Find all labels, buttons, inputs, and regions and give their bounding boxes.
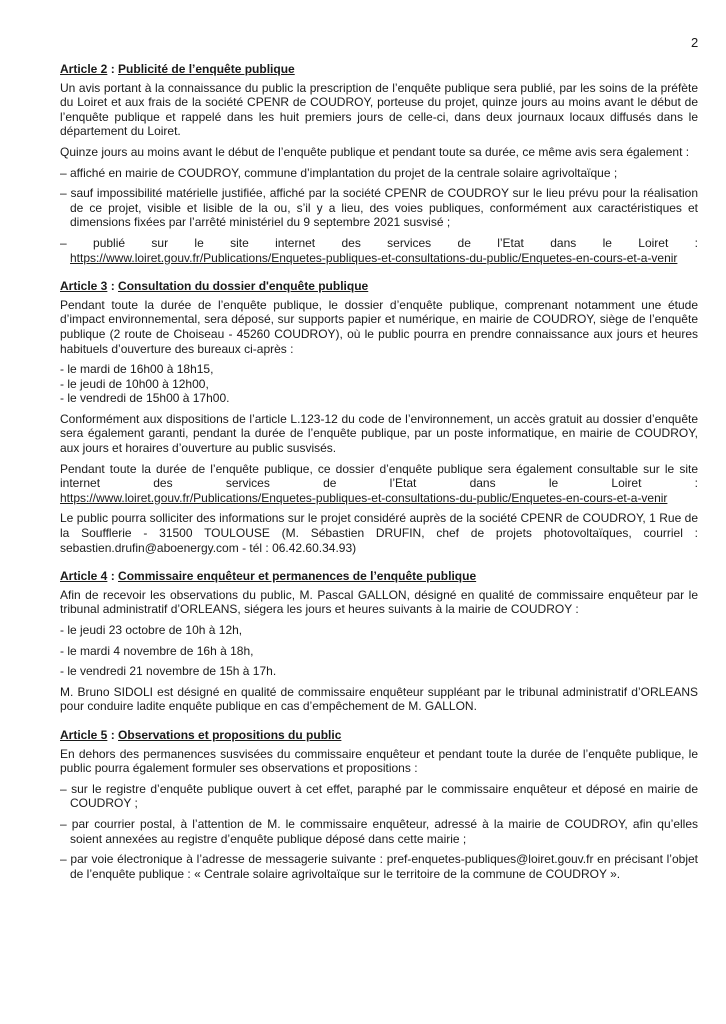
article-heading: Article 2 : Publicité de l’enquête publique <box>60 62 295 76</box>
bullet-list <box>60 782 698 882</box>
list-item: - le vendredi de 15h00 à 17h00. <box>60 391 230 406</box>
website-link[interactable]: https://www.loiret.gouv.fr/Publications/Enquetes-publiques-et-consultations-du-public/Enquetes-en-cours-et-a-venir <box>60 490 668 505</box>
paragraph: Conformément aux dispositions de l’article L.123-12 du code de l’environnement, un accès gratuit au dossier d’enquête sera également garanti, pendant la durée de l’enquête publique, par un poste informatique, en mairie de COUDROY, aux jours et horaires d’ouverture au public susvisés. <box>60 411 698 456</box>
article-number: Article 3 <box>60 279 108 294</box>
list-item: - le jeudi de 10h00 à 12h00, <box>60 376 209 391</box>
paragraph: M. Bruno SIDOLI est désigné en qualité de commissaire enquêteur suppléant par le tribunal administratif d’ORLEANS pour conduire ladite enquête publique en cas d’empêchement de M. GALLON. <box>60 684 698 714</box>
article-title: Publicité de l’enquête publique <box>118 62 295 76</box>
bullet-list <box>60 362 698 406</box>
list-item: - le mardi 4 novembre de 16h à 18h, <box>60 643 254 658</box>
article-section <box>60 62 698 265</box>
article-title: Consultation du dossier d'enquête publique <box>118 279 369 294</box>
list-item: - le mardi de 16h00 à 18h15, <box>60 362 214 377</box>
paragraph: En dehors des permanences susvisées du commissaire enquêteur et pendant toute la durée de l’enquête publique, le public pourra également formuler ses observations et propositions : <box>60 746 698 776</box>
article-heading: Article 3 : Consultation du dossier d'enquête publique <box>60 279 369 294</box>
website-link[interactable]: https://www.loiret.gouv.fr/Publications/Enquetes-publiques-et-consultations-du-public/Enquetes-en-cours-et-a-venir <box>70 250 678 265</box>
list-item: – par courrier postal, à l’attention de M. le commissaire enquêteur, adressé à la mairie de COUDROY, afin qu’elles soient annexées au registre d’enquête publique déposé dans cette mairie ; <box>60 816 698 846</box>
article-section <box>60 279 698 555</box>
article-number: Article 2 <box>60 62 108 76</box>
list-item: - le vendredi 21 novembre de 15h à 17h. <box>60 664 277 679</box>
article-number: Article 5 <box>60 727 108 742</box>
paragraph: Le public pourra solliciter des informations sur le projet considéré auprès de la société CPENR de COUDROY, 1 Rue de la Soufflerie - 31500 TOULOUSE (M. Sébastien DRUFIN, chef de projets photovoltaïques, courriel : sebastien.drufin@aboenergy.com - tél : 06.42.60.34.93) <box>60 511 698 555</box>
paragraph: Un avis portant à la connaissance du public la prescription de l’enquête publique sera publié, par les soins de la préfète du Loiret et aux frais de la société CPENR de COUDROY, porteuse du projet, quinze jours au moins avant le début de l’enquête publique et rappelé dans les huit premiers jours de celle-ci, dans deux journaux locaux diffusés dans le département du Loiret. <box>60 80 698 139</box>
article-section <box>60 728 698 881</box>
bullet-list <box>60 166 698 266</box>
list-item-text: – publié sur le site internet des services de l’Etat dans le Loiret : <box>60 235 698 250</box>
document-body <box>60 62 698 895</box>
paragraph: Quinze jours au moins avant le début de l’enquête publique et pendant toute sa durée, ce même avis sera également : <box>60 144 690 159</box>
bullet-list <box>60 623 698 679</box>
paragraph: Pendant toute la durée de l’enquête publique, le dossier d’enquête publique, comprenant notamment une étude d’impact environnemental, sera déposé, sur supports papier et numérique, en mairie de COUDROY, siège de l’enquête publique (2 route de Choiseau - 45260 COUDROY), où le public pourra en prendre connaissance aux jours et heures habituels d’ouverture des bureaux ci-après : <box>60 297 698 356</box>
list-item: – affiché en mairie de COUDROY, commune d’implantation du projet de la centrale solaire agrivoltaïque ; <box>60 165 618 180</box>
list-item: – par voie électronique à l’adresse de messagerie suivante : pref-enquetes-publiques@loiret.gouv.fr en précisant l’objet de l’enquête publique : « Centrale solaire agrivoltaïque sur le territoire de la commune de COUDROY ». <box>60 852 698 881</box>
page-number: 2 <box>691 35 699 50</box>
paragraph: Afin de recevoir les observations du public, M. Pascal GALLON, désigné en qualité de commissaire enquêteur par le tribunal administratif d’ORLEANS, siégera les jours et heures suivants à la mairie de COUDROY : <box>60 587 698 617</box>
list-item: - le jeudi 23 octobre de 10h à 12h, <box>60 623 243 637</box>
list-item: – sauf impossibilité matérielle justifiée, affiché par la société CPENR de COUDROY sur le lieu prévu pour la réalisation de ce projet, visible et lisible de la ou, s’il y a lieu, des voies publiques, conformément aux caractéristiques et dimensions fixées par l’arrêté ministériel du 9 septembre 2021 susvisé ; <box>60 186 698 230</box>
article-section <box>60 569 698 714</box>
list-item <box>60 236 698 265</box>
article-heading: Article 5 : Observations et propositions du public <box>60 727 342 742</box>
article-number: Article 4 <box>60 569 108 584</box>
article-title: Commissaire enquêteur et permanences de l’enquête publique <box>118 569 477 584</box>
article-heading: Article 4 : Commissaire enquêteur et permanences de l’enquête publique <box>60 569 477 584</box>
article-title: Observations et propositions du public <box>118 727 342 742</box>
paragraph-text: Pendant toute la durée de l’enquête publique, ce dossier d’enquête publique sera également consultable sur le site internet des services de l’Etat dans le Loiret : <box>60 461 698 491</box>
paragraph <box>60 462 698 506</box>
list-item: – sur le registre d’enquête publique ouvert à cet effet, paraphé par le commissaire enquêteur et déposé en mairie de COUDROY ; <box>60 781 698 811</box>
